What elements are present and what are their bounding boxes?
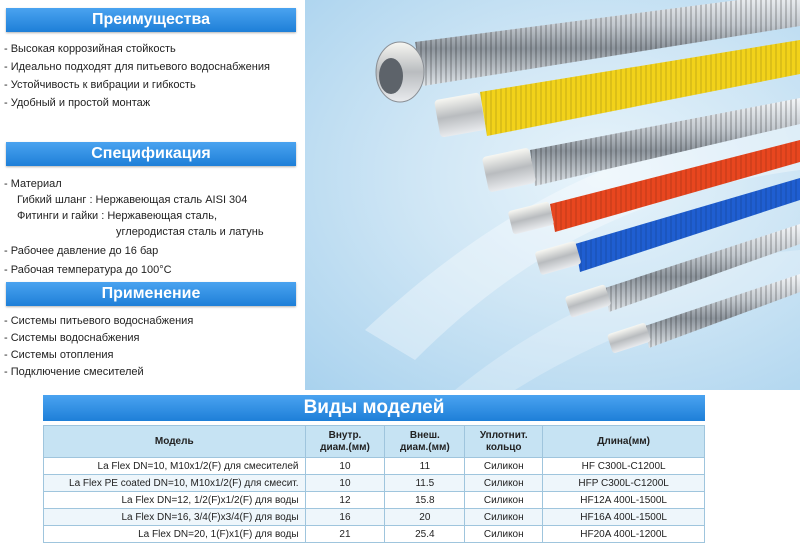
application-list: [4, 313, 193, 381]
list-item: - Рабочая температура до 100°C: [4, 264, 172, 276]
cell-inner: 21: [305, 526, 385, 543]
table-header-row: [44, 426, 705, 458]
cell-length: HF16A 400L-1500L: [543, 509, 705, 526]
cell-inner: 10: [305, 475, 385, 492]
cell-seal: Силикон: [465, 492, 543, 509]
advantages-heading: Преимущества: [6, 8, 296, 32]
cell-seal: Силикон: [465, 475, 543, 492]
table-row: [44, 526, 705, 543]
advantages-list: [4, 40, 270, 112]
cell-seal: Силикон: [465, 526, 543, 543]
features-panel: [0, 0, 300, 390]
header-outer-diameter: Внеш. диам.(мм): [385, 426, 465, 458]
cell-inner: 12: [305, 492, 385, 509]
list-item: - Высокая коррозийная стойкость: [4, 43, 176, 55]
list-item: - Идеально подходят для питьевого водоснабжения: [4, 61, 270, 73]
list-item: - Подключение смесителей: [4, 366, 144, 378]
table-row: [44, 475, 705, 492]
list-item: - Системы отопления: [4, 349, 114, 361]
cell-inner: 10: [305, 458, 385, 475]
list-item: углеродистая сталь и латунь: [116, 226, 264, 238]
table-row: [44, 509, 705, 526]
application-heading: Применение: [6, 282, 296, 306]
cell-model: La Flex PE coated DN=10, M10x1/2(F) для смесит.: [44, 475, 306, 492]
list-item: Гибкий шланг : Нержавеющая сталь AISI 304: [17, 194, 248, 206]
cell-inner: 16: [305, 509, 385, 526]
cell-outer: 11: [385, 458, 465, 475]
header-model: Модель: [44, 426, 306, 458]
cell-outer: 15.8: [385, 492, 465, 509]
header-inner-diameter: Внутр. диам.(мм): [305, 426, 385, 458]
list-item: Фитинги и гайки : Нержавеющая сталь,: [17, 210, 217, 222]
list-item: - Рабочее давление до 16 бар: [4, 245, 159, 257]
cell-outer: 20: [385, 509, 465, 526]
list-item: - Устойчивость к вибрации и гибкость: [4, 79, 196, 91]
cell-seal: Силикон: [465, 458, 543, 475]
table-row: [44, 458, 705, 475]
cell-model: La Flex DN=20, 1(F)x1(F) для воды: [44, 526, 306, 543]
header-seal: Уплотнит. кольцо: [465, 426, 543, 458]
list-item: - Материал: [4, 178, 62, 190]
cell-length: HF12A 400L-1500L: [543, 492, 705, 509]
cell-model: La Flex DN=10, M10x1/2(F) для смесителей: [44, 458, 306, 475]
models-heading: Виды моделей: [43, 395, 705, 421]
list-item: - Системы питьевого водоснабжения: [4, 315, 194, 327]
cell-length: HF20A 400L-1200L: [543, 526, 705, 543]
list-item: - Удобный и простой монтаж: [4, 97, 151, 109]
cell-outer: 11.5: [385, 475, 465, 492]
cell-length: HFP C300L-C1200L: [543, 475, 705, 492]
specification-heading: Спецификация: [6, 142, 296, 166]
models-table: [43, 425, 705, 543]
cell-seal: Силикон: [465, 509, 543, 526]
specification-list: [4, 176, 264, 278]
table-row: [44, 492, 705, 509]
header-length: Длина(мм): [543, 426, 705, 458]
cell-outer: 25.4: [385, 526, 465, 543]
list-item: - Системы водоснабжения: [4, 332, 140, 344]
product-photo: [305, 0, 800, 390]
cell-length: HF C300L-C1200L: [543, 458, 705, 475]
hoses-illustration: [305, 0, 800, 390]
cell-model: La Flex DN=16, 3/4(F)x3/4(F) для воды: [44, 509, 306, 526]
cell-model: La Flex DN=12, 1/2(F)x1/2(F) для воды: [44, 492, 306, 509]
